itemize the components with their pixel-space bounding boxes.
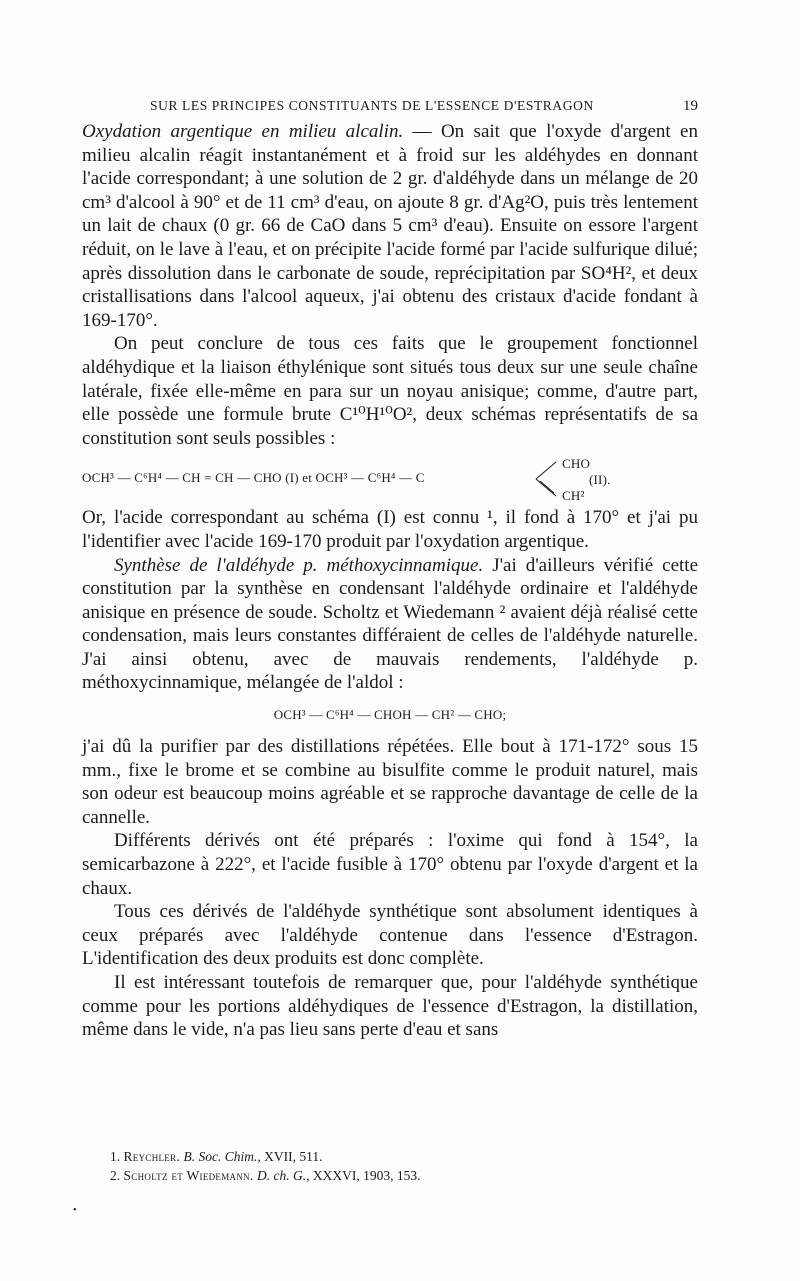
- footnote-reference: , XVII, 511.: [257, 1149, 323, 1164]
- formula-schemas: [82, 450, 698, 506]
- paragraph-remarque: Il est intéressant toutefois de remarquer que, pour l'aldéhyde synthétique comme pour les portions aldéhydiques de l'essence d'Estragon, la distillation, même dans le vide, n'a pas lieu sans perte d'eau et sans: [82, 972, 698, 1041]
- page: [82, 98, 698, 1042]
- paragraph-acide: Or, l'acide correspondant au schéma (I) est connu ¹, il fond à 170° et j'ai pu l'identifier avec l'acide 169-170 produit par l'oxydation argentique.: [82, 507, 698, 552]
- paragraph-derives: Différents dérivés ont été préparés : l'oxime qui fond à 154°, la semicarbazone à 222°, et l'acide fusible à 170° obtenu par l'oxyde d'argent et la chaux.: [82, 830, 698, 899]
- footnote-author: Reychler.: [123, 1149, 181, 1164]
- paragraph-identification: Tous ces dérivés de l'aldéhyde synthétique sont absolument identiques à ceux préparés avec l'aldéhyde contenue dans l'essence d'Estragon. L'identification des deux produits est donc complète.: [82, 901, 698, 970]
- running-title: SUR LES PRINCIPES CONSTITUANTS DE L'ESSENCE D'ESTRAGON: [150, 98, 594, 113]
- formula-branch: [532, 452, 632, 506]
- footnote-journal: D. ch. G.: [256, 1168, 307, 1183]
- branch-lines-icon: [532, 452, 562, 506]
- footnote-number: 2.: [110, 1168, 121, 1183]
- paragraph-text: — On sait que l'oxyde d'argent en milieu alcalin réagit instantanément et à froid sur les aldéhydes en donnant l'acide correspondant; à une solution de 2 gr. d'aldéhyde dans un mélange de 20 cm³ d'alcool à 90° et de 11 cm³ d'eau, on ajoute 8 gr. d'Ag²O, puis très lentement un lait de chaux (0 gr. 66 de CaO dans 5 cm³ d'eau). Ensuite on essore l'argent réduit, on le lave à l'eau, et on précipite l'acide formé par l'acide sulfurique dilué; après dissolution dans le carbonate de soude, reprécipitation par SO⁴H², et deux cristallisations dans l'alcool aqueux, j'ai obtenu des cristaux d'acide fondant à 169-170°.: [82, 121, 698, 331]
- footnote-1: [110, 1147, 420, 1166]
- page-number: 19: [683, 98, 698, 114]
- paragraph-purification: j'ai dû la purifier par des distillations répétées. Elle bout à 171-172° sous 15 mm., fixe le brome et se combine au bisulfite comme le produit naturel, mais son odeur est beaucoup moins agréable et se rapproche davantage de celle de la cannelle.: [82, 736, 698, 828]
- paragraph-conclusion: On peut conclure de tous ces faits que le groupement fonctionnel aldéhydique et la liaison éthylénique sont situés tous deux sur une seule chaîne latérale, fixée elle-même en para sur un noyau anisique; comme, d'autre part, elle possède une formule brute C¹⁰H¹⁰O², deux schémas représentatifs de sa constitution sont seuls possibles :: [82, 333, 698, 449]
- footnote-2: [110, 1166, 420, 1185]
- formula-branch-bottom: CH²: [562, 488, 585, 504]
- formula-schema-main: OCH³ — C⁶H⁴ — CH = CH — CHO (I) et OCH³ — C⁶H⁴ — C: [82, 470, 425, 486]
- section-heading-synthese: Synthèse de l'aldéhyde p. méthoxycinnamique.: [114, 554, 484, 576]
- section-heading-oxydation: Oxydation argentique en milieu alcalin.: [82, 121, 404, 142]
- footnotes: [110, 1147, 420, 1185]
- running-head: [82, 98, 698, 120]
- paragraph-oxydation: [82, 120, 698, 332]
- formula-branch-top: CHO: [562, 456, 591, 472]
- formula-label-ii: (II).: [589, 472, 611, 488]
- stray-mark: •: [73, 1205, 77, 1216]
- paragraph-text: J'ai d'ailleurs vérifié cette constitution par la synthèse en condensant l'aldéhyde ordinaire et l'aldéhyde anisique en présence de soude. Scholtz et Wiedemann ² avaient déjà réalisé cette condensation, mais leurs constantes différaient de celles de l'aldéhyde naturelle. J'ai ainsi obtenu, avec de mauvais rendements, l'aldéhyde p. méthoxycinnamique, mélangée de l'aldol :: [82, 554, 698, 694]
- footnote-number: 1.: [110, 1149, 121, 1164]
- paragraph-synthese: [82, 554, 698, 696]
- footnote-reference: , XXXVI, 1903, 153.: [306, 1168, 421, 1183]
- formula-aldol: OCH³ — C⁶H⁴ — CHOH — CH² — CHO;: [273, 707, 507, 723]
- footnote-author: Scholtz et Wiedemann.: [123, 1168, 254, 1183]
- footnote-journal: B. Soc. Chim.: [183, 1149, 258, 1164]
